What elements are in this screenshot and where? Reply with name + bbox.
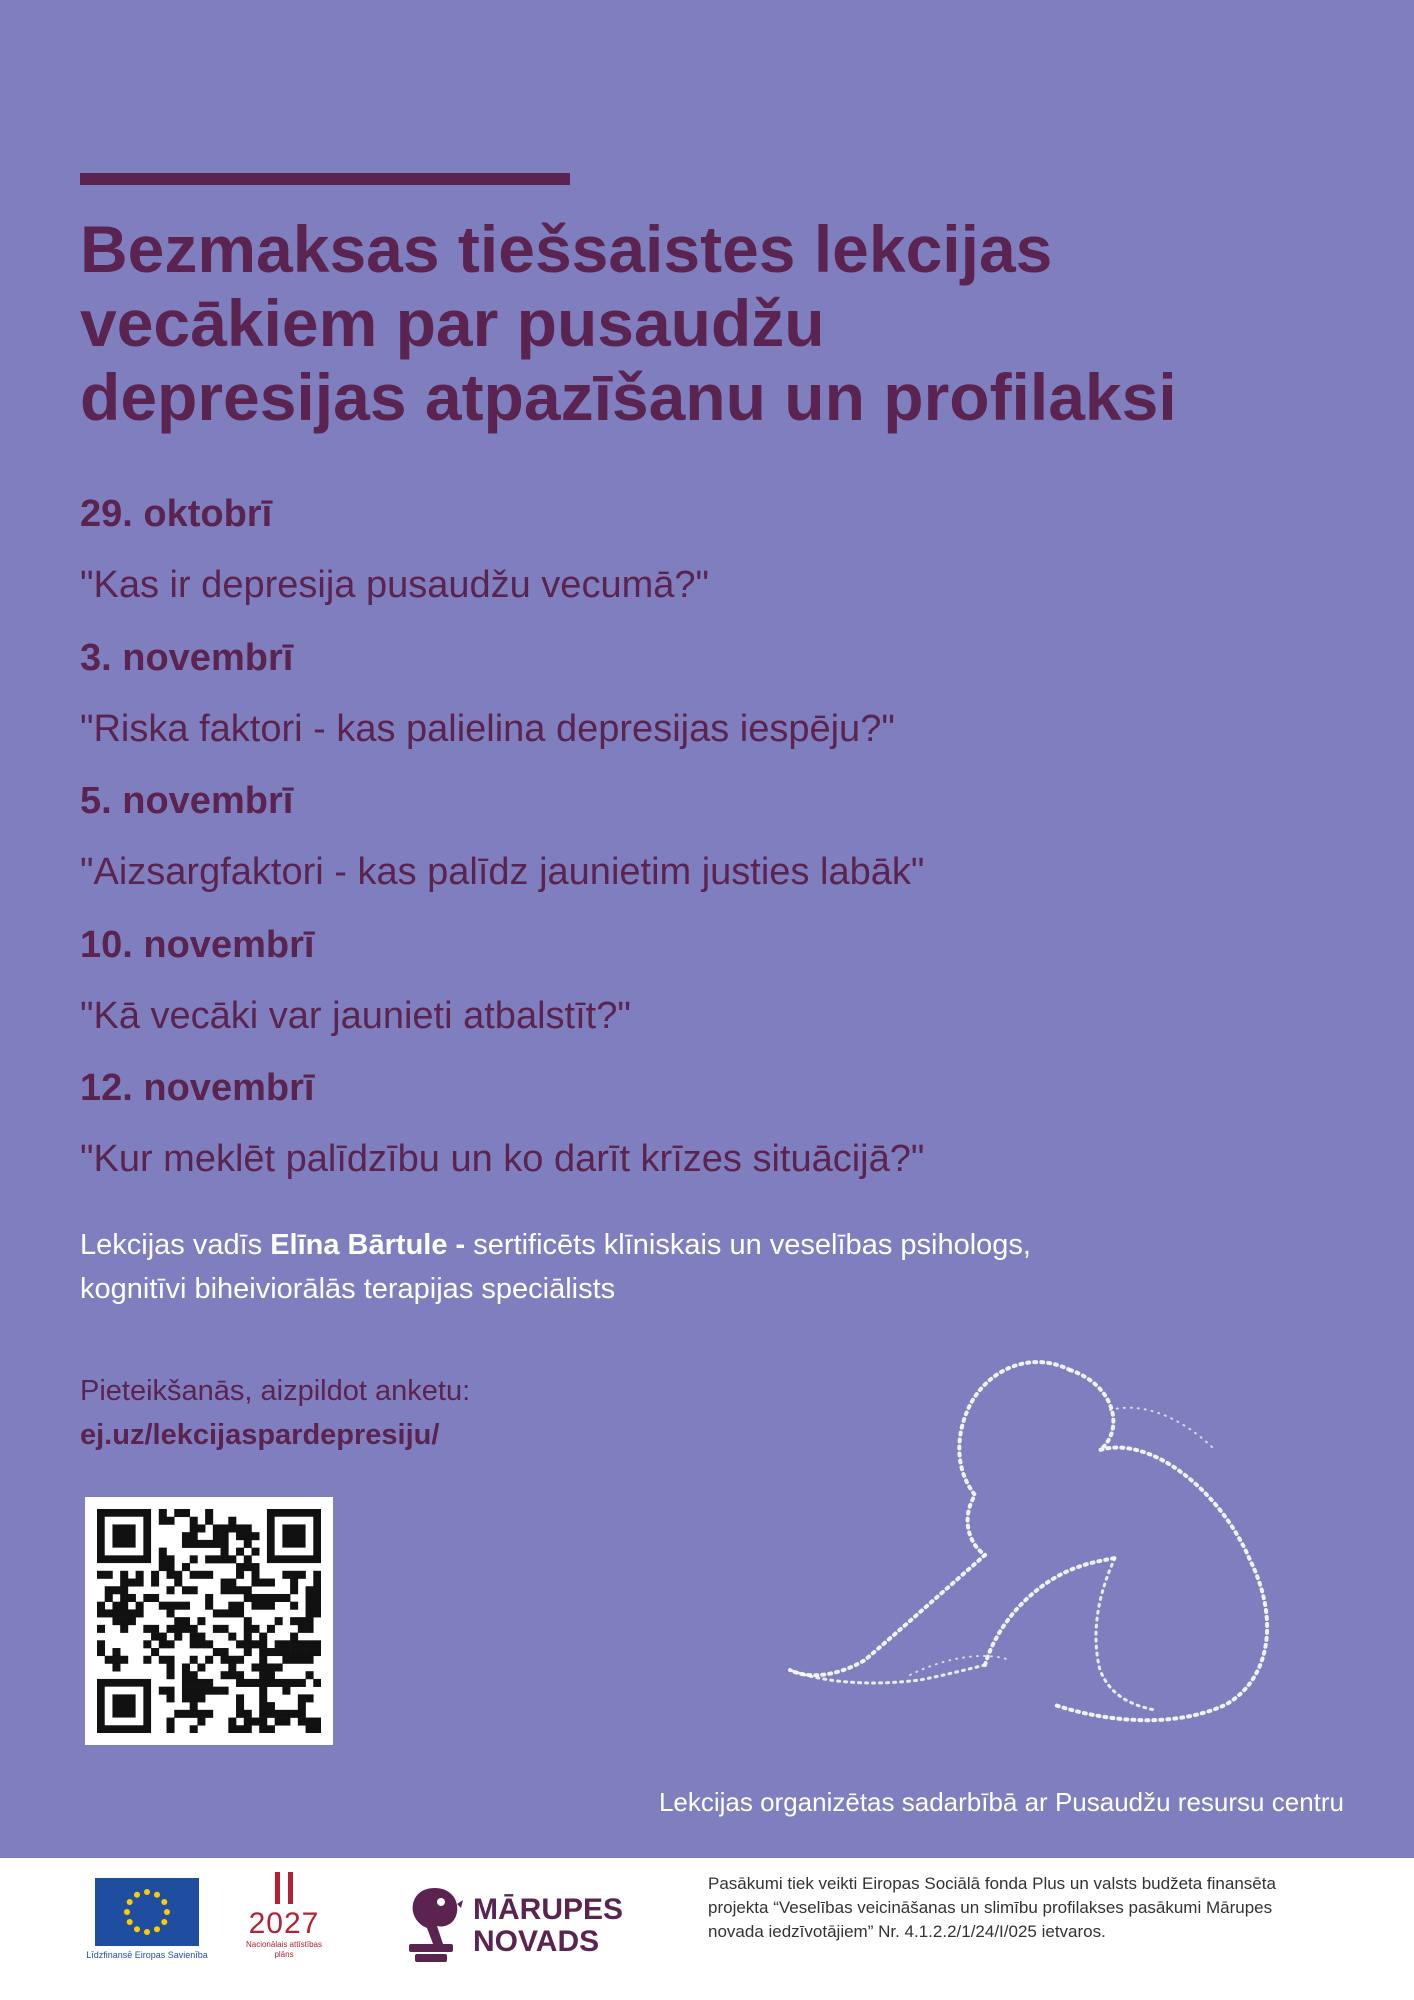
event-title: "Kur meklēt palīdzību un ko darīt krīzes situācijā?" xyxy=(80,1138,925,1180)
event-date: 5. novembrī xyxy=(80,780,294,822)
marupes-logo xyxy=(405,1882,624,1971)
funding-statement: Pasākumi tiek veikti Eiropas Sociālā fonda Plus un valsts budžeta finansēta projekta “Veselības veicināšanas un slimību profilakses pasākumi Mārupes novada iedzīvotājiem” Nr. 4.1.2.2/1/24/I/025 ietvaros. xyxy=(708,1874,1276,1941)
event-title: "Kā vecāki var jaunieti atbalstīt?" xyxy=(80,995,631,1037)
event-date: 10. novembrī xyxy=(80,924,315,966)
registration-block xyxy=(80,1369,470,1457)
national-plan-caption: Nacionālais attīstības plāns xyxy=(245,1940,323,1959)
registration-label: Pieteikšanās, aizpildot anketu: xyxy=(80,1375,471,1407)
event-title: "Riska faktori - kas palielina depresijas iespēju?" xyxy=(80,708,895,750)
qr-code-icon xyxy=(97,1509,321,1733)
title-line: Bezmaksas tiešsaistes lekcijas xyxy=(80,212,1053,286)
speaker-info xyxy=(80,1223,1310,1311)
footer xyxy=(0,1858,1414,2000)
sitting-person-illustration xyxy=(770,1330,1350,1730)
speaker-name: Elīna Bārtule - xyxy=(270,1229,466,1261)
marupes-wordmark xyxy=(473,1894,623,1958)
marupes-emblem-icon xyxy=(405,1882,465,1966)
event-date: 12. novembrī xyxy=(80,1067,315,1109)
partner-note: Lekcijas organizētas sadarbībā ar Pusaudžu resursu centru xyxy=(658,1787,1344,1817)
event-date: 29. oktobrī xyxy=(80,493,273,535)
eu-flag-icon xyxy=(95,1878,199,1946)
marupes-line-2: NOVADS xyxy=(473,1925,600,1958)
national-plan-year: 2027 xyxy=(248,1907,320,1940)
title-line: vecākiem par pusaudžu xyxy=(80,286,825,360)
qr-code[interactable] xyxy=(85,1497,333,1745)
registration-link[interactable]: ej.uz/lekcijaspardepresiju/ xyxy=(80,1419,440,1451)
speaker-prefix: Lekcijas vadīs xyxy=(80,1229,271,1261)
speaker-credentials: sertificēts klīniskais un veselības psihologs, xyxy=(465,1229,1031,1261)
event-date: 3. novembrī xyxy=(80,637,294,679)
page-title xyxy=(80,212,1360,434)
eu-caption: Līdzfinansē Eiropas Savienība xyxy=(86,1950,208,1960)
title-line: depresijas atpazīšanu un profilaksi xyxy=(80,360,1177,434)
title-accent-bar xyxy=(80,173,570,185)
speaker-line-2: kognitīvi biheiviorālās terapijas speciālists xyxy=(80,1273,616,1305)
event-title: "Aizsargfaktori - kas palīdz jaunietim justies labāk" xyxy=(80,851,925,893)
national-plan-icon xyxy=(244,1872,324,1908)
national-plan-logo xyxy=(244,1872,324,1960)
event-title: "Kas ir depresija pusaudžu vecumā?" xyxy=(80,564,709,606)
speaker-line-1 xyxy=(80,1223,1310,1267)
marupes-line-1: MĀRUPES xyxy=(473,1893,624,1926)
